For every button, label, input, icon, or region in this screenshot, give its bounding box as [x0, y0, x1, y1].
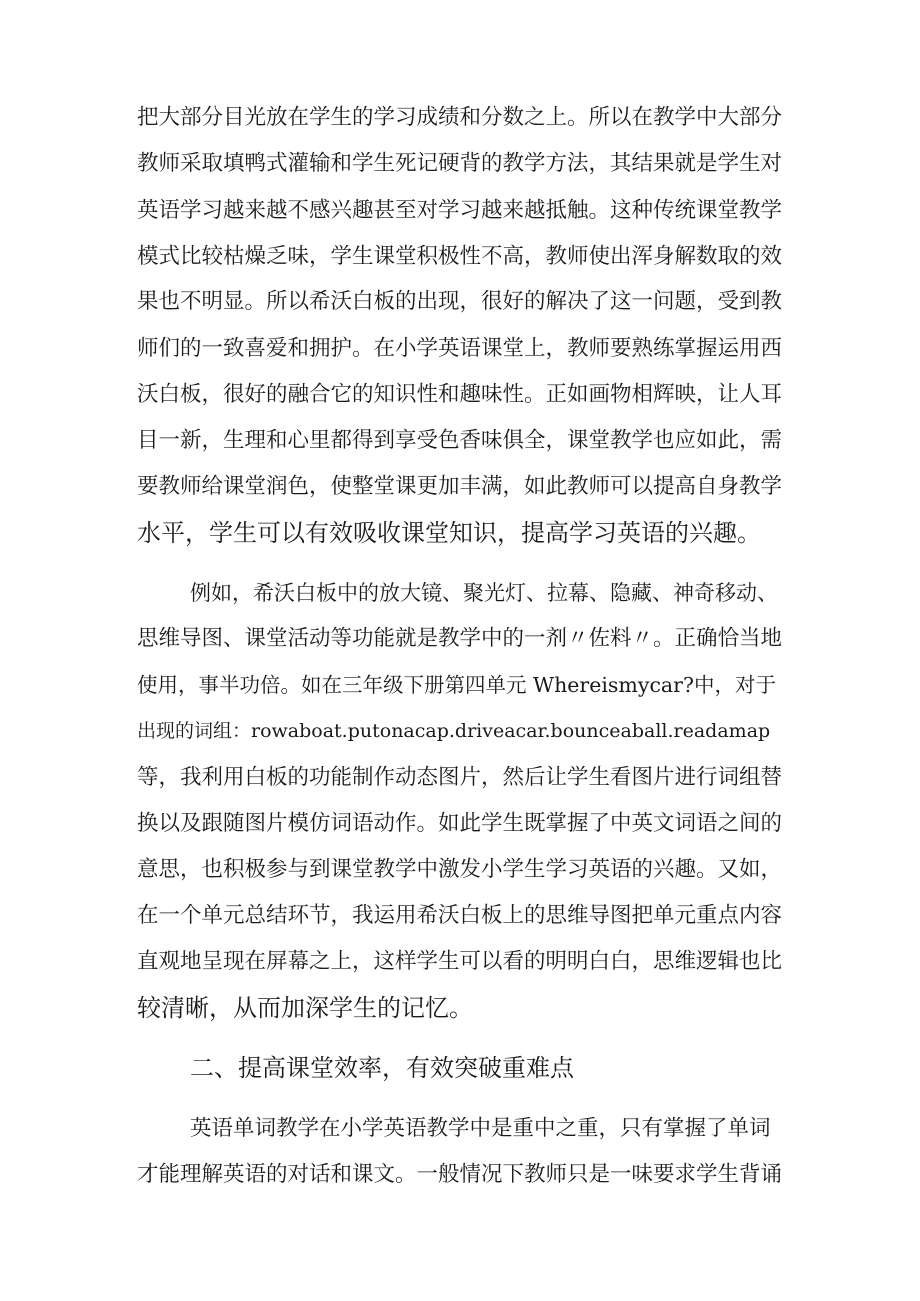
text-line: 沃白板，很好的融合它的知识性和趣味性。正如画物相辉映，让人耳 — [137, 382, 783, 407]
section-heading: 二、提高课堂效率，有效突破重难点 — [190, 1054, 574, 1082]
text-line: 果也不明显。所以希沃白板的出现，很好的解决了这一问题，受到教 — [137, 289, 783, 314]
text-line: 把大部分目光放在学生的学习成绩和分数之上。所以在教学中大部分 — [137, 105, 783, 130]
text-line: 要教师给课堂润色，使整堂课更加丰满，如此教师可以提高自身教学 — [137, 474, 783, 499]
text-line: 英语学习越来越不感兴趣甚至对学习越来越抵触。这种传统课堂教学 — [137, 198, 783, 223]
text-line: 直观地呈现在屏幕之上，这样学生可以看的明明白白，思维逻辑也比 — [137, 949, 783, 974]
text-line: 教师采取填鸭式灌输和学生死记硬背的教学方法，其结果就是学生对 — [137, 151, 783, 176]
text-line: 水平，学生可以有效吸收课堂知识，提高学习英语的兴趣。 — [137, 519, 761, 547]
text-line: 在一个单元总结环节，我运用希沃白板上的思维导图把单元重点内容 — [137, 903, 783, 928]
text-line: 意思，也积极参与到课堂教学中激发小学生学习英语的兴趣。又如， — [137, 857, 783, 882]
text-line: 师们的一致喜爱和拥护。在小学英语课堂上，教师要熟练掌握运用西 — [137, 336, 783, 361]
text-line: 模式比较枯燥乏味，学生课堂积极性不高，教师使出浑身解数取的效 — [137, 244, 783, 269]
text-line: 出现的词组：rowaboat.putonacap.driveacar.bounceaball.readamap — [137, 720, 771, 742]
text-line: 换以及跟随图片模仿词语动作。如此学生既掌握了中英文词语之间的 — [137, 811, 783, 836]
text-line: 目一新，生理和心里都得到享受色香味俱全，课堂教学也应如此，需 — [137, 428, 783, 453]
text-line: 较清晰，从而加深学生的记忆。 — [137, 994, 473, 1022]
text-line: 英语单词教学在小学英语教学中是重中之重，只有掌握了单词 — [190, 1116, 771, 1141]
text-line: 例如，希沃白板中的放大镜、聚光灯、拉幕、隐藏、神奇移动、 — [190, 581, 778, 605]
text-line: 才能理解英语的对话和课文。一般情况下教师只是一味要求学生背诵 — [137, 1162, 783, 1187]
text-line: 等，我利用白板的功能制作动态图片，然后让学生看图片进行词组替 — [137, 765, 783, 790]
text-line: 使用，事半功倍。如在三年级下册第四单元 Whereismycar?中，对于 — [137, 673, 776, 697]
text-line: 思维导图、课堂活动等功能就是教学中的一剂〃佐料〃。正确恰当地 — [137, 626, 783, 651]
